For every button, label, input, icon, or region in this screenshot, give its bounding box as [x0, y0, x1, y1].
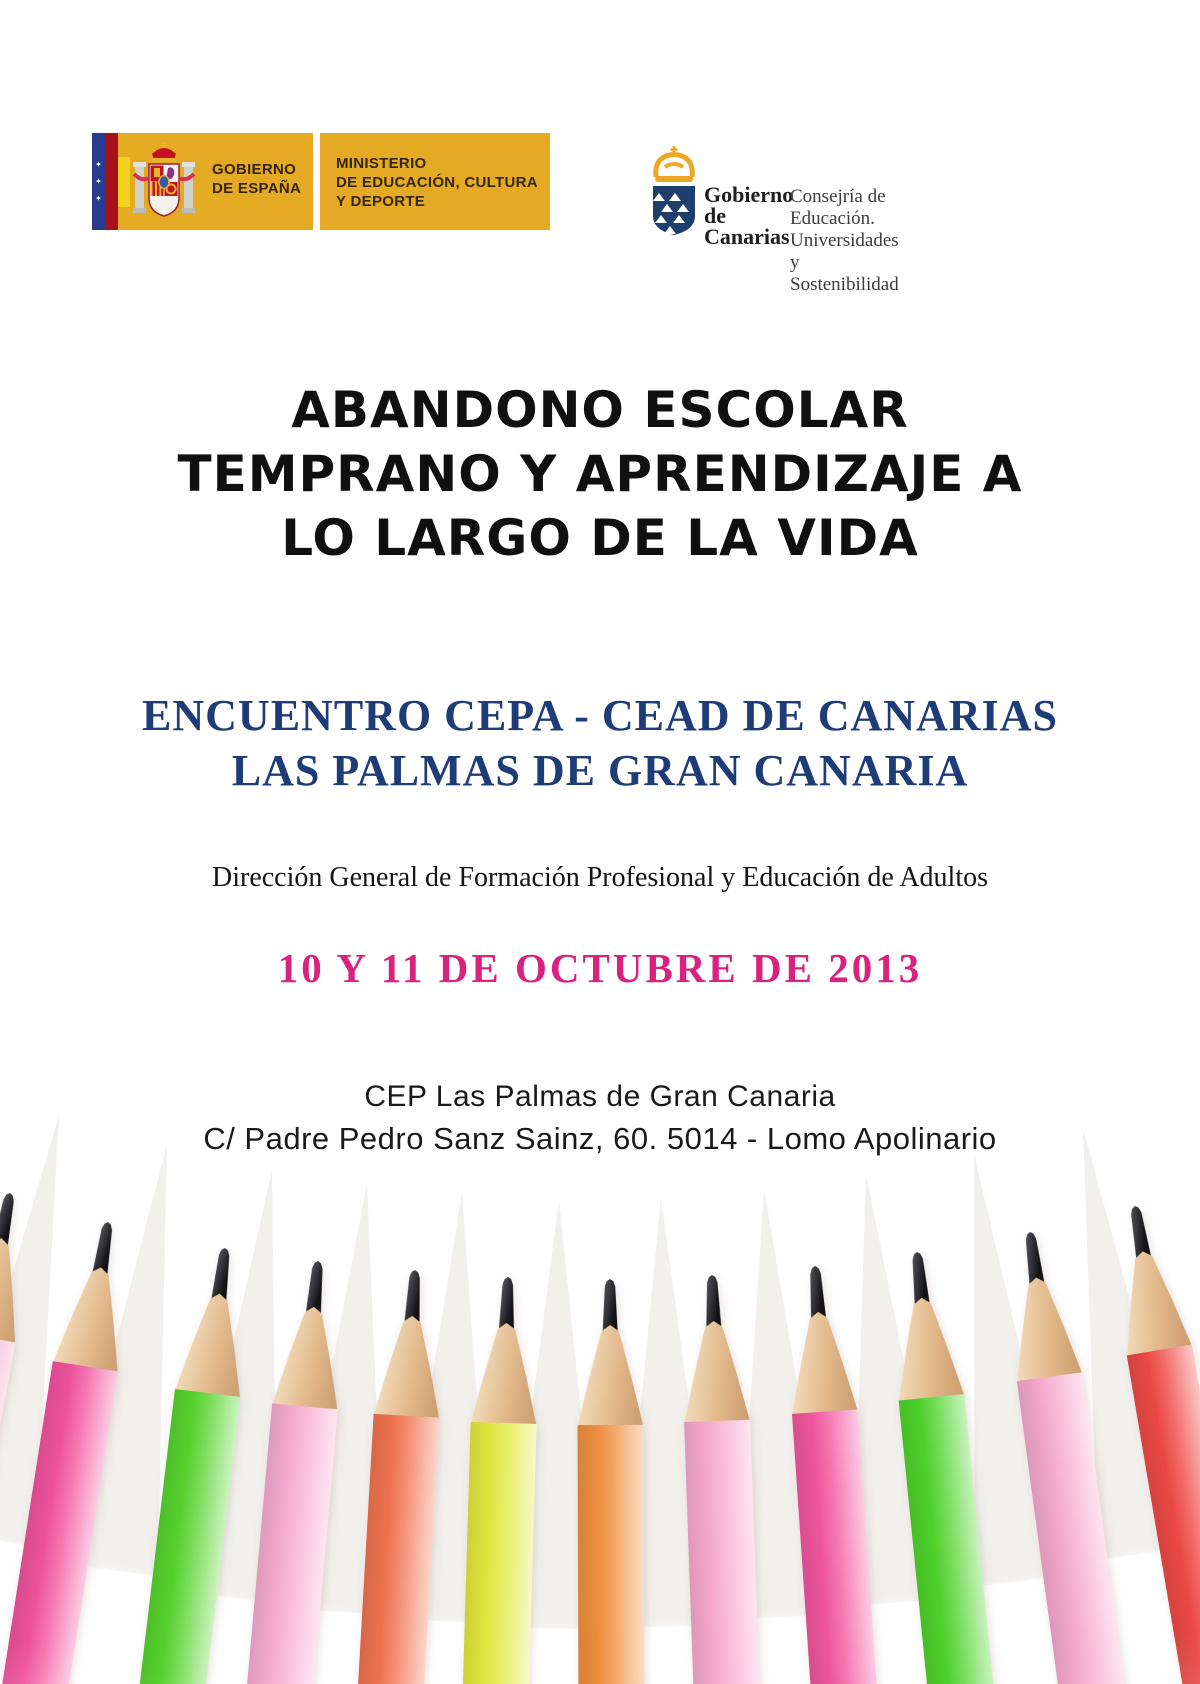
pencil-graphite-tip — [907, 1251, 932, 1307]
pencil-wood-cone — [681, 1320, 751, 1424]
pencil-wood-cone — [471, 1322, 540, 1426]
pencil-wood-cone — [889, 1294, 965, 1402]
pencil-wood-cone — [374, 1314, 446, 1420]
star-icon: ✦ — [95, 176, 102, 186]
pencil-wood-cone — [272, 1304, 347, 1411]
eu-flag-band — [92, 133, 105, 230]
pencil-wood-cone — [785, 1310, 858, 1416]
ministerio-line2: DE EDUCACIÓN, CULTURA — [336, 174, 538, 191]
event-title-line1: ABANDONO ESCOLAR — [291, 381, 909, 439]
canarias-department-line2: Universidades y Sostenibilidad — [790, 230, 899, 295]
event-title-line3: LO LARGO DE LA VIDA — [281, 509, 919, 567]
canarias-department-line1: Consejría de Educación. — [790, 186, 886, 229]
venue-address: C/ Padre Pedro Sanz Sainz, 60. 5014 - Lomo Apolinario — [203, 1121, 997, 1156]
organizer-line: Dirección General de Formación Profesional y Educación de Adultos — [212, 862, 988, 893]
star-icon: ✦ — [95, 159, 102, 169]
event-subtitle-line2: LAS PALMAS DE GRAN CANARIA — [231, 746, 969, 795]
gobierno-espana-label — [212, 160, 301, 198]
canarias-name-line2: de Canarias — [704, 203, 790, 249]
spain-flag-red-band — [105, 133, 118, 230]
pencil-graphite-tip — [0, 1191, 20, 1248]
event-subtitle-line1: ENCUENTRO CEPA - CEAD DE CANARIAS — [142, 691, 1058, 740]
pencil-graphite-tip — [496, 1277, 518, 1332]
pencil-graphite-tip — [805, 1265, 829, 1320]
spain-flag-yellow-band — [118, 157, 130, 207]
gobierno-espana-panel — [92, 133, 313, 230]
event-date: 10 Y 11 DE OCTUBRE DE 2013 — [277, 945, 923, 991]
pencil-wood-cone — [1003, 1273, 1082, 1383]
pencil-body — [578, 1425, 646, 1684]
pencil-wood-cone — [577, 1325, 643, 1427]
event-title — [0, 378, 1200, 570]
event-title-line2: TEMPRANO Y APRENDIZAJE A — [177, 445, 1023, 503]
pencil-graphite-tip — [90, 1220, 118, 1276]
pencil-wood-cone — [175, 1290, 253, 1399]
pencil-graphite-tip — [600, 1279, 620, 1333]
pencil-graphite-tip — [209, 1247, 235, 1303]
pencil-graphite-tip — [1020, 1231, 1047, 1287]
spain-coat-of-arms-icon — [132, 140, 196, 229]
pencil-graphite-tip — [303, 1260, 328, 1316]
gobierno-espana-line1: GOBIERNO — [212, 161, 297, 178]
ministerio-label — [336, 154, 538, 211]
canarias-crown-and-shield-icon — [648, 143, 700, 238]
canarias-name-line1: Gobierno — [704, 182, 794, 207]
pencil-graphite-tip — [702, 1275, 724, 1330]
ministerio-line3: Y DEPORTE — [336, 193, 426, 210]
ministerio-line1: MINISTERIO — [336, 155, 427, 172]
pencil-graphite-tip — [402, 1269, 425, 1324]
venue-name: CEP Las Palmas de Gran Canaria — [364, 1080, 836, 1113]
canarias-department — [790, 186, 899, 296]
canarias-name — [704, 184, 793, 247]
pencil — [577, 1279, 645, 1684]
star-icon: ✦ — [95, 193, 102, 203]
event-subtitle — [0, 688, 1200, 798]
gobierno-espana-line2: DE ESPAÑA — [212, 180, 302, 197]
gobierno-canarias-logo — [648, 143, 899, 295]
ministerio-panel — [320, 133, 550, 230]
pencil-graphite-tip — [1125, 1204, 1154, 1261]
